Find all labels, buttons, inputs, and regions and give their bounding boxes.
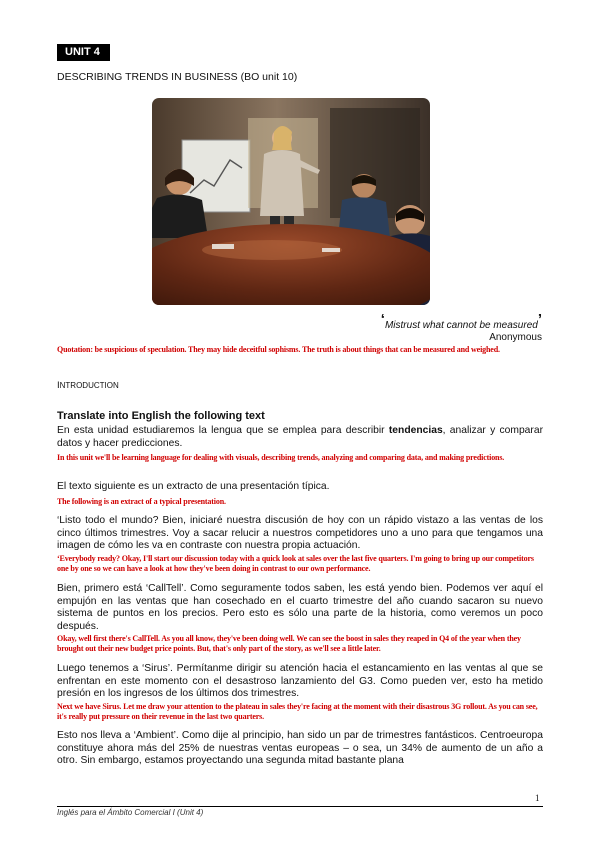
paragraph-en-3: ‘Everybody ready? Okay, I'll start our discussion today with a quick look at sales over the last five quarters. I'm going to bring up our competitors one by one so we can have a look at how they've been doing in contrast to our own performance.: [57, 554, 534, 573]
paragraph-es-2: El texto siguiente es un extracto de una presentación típica.: [57, 481, 330, 492]
document-title: DESCRIBING TRENDS IN BUSINESS (BO unit 10): [57, 71, 298, 83]
meeting-photo: [152, 98, 430, 305]
unit-badge: UNIT 4: [57, 44, 110, 61]
section-heading: Translate into English the following text: [57, 410, 265, 422]
paragraph-es-6: Esto nos lleva a ‘Ambient’. Como dije al principio, han sido un par de trimestres fantásticos. Centroeuropa constituye ahora más del 25% de nuestras ventas europeas – o sea, un 34% de aumento de un año a otro. Sin embargo, estamos proyectando una segunda mitad bastante plana: [57, 730, 543, 766]
page-number: 1: [535, 793, 540, 803]
quote-author: Anonymous: [489, 332, 542, 343]
footer-divider: [57, 806, 543, 807]
paragraph-en-4: Okay, well first there's CallTell. As you all know, they've been doing well. We can see the boost in sales they reaped in Q4 of the year when they brought out their new budget price points. But, that's only part of the story, as we'll see a little later.: [57, 634, 521, 653]
paragraph-es-4: Bien, primero está ‘CallTell’. Como seguramente todos saben, les está yendo bien. Podemos ver aquí el empujón en las ventas que han cosechado en el cuarto trimestre del año cuando sacaron su nuevo sistema de puntos en los precios. Pero esto es sólo una parte de la historia, como veremos un poco después.: [57, 583, 543, 632]
quote-text: Mistrust what cannot be measured: [384, 320, 538, 331]
paragraph-es-5: Luego tenemos a ‘Sirus’. Permítanme dirigir su atención hacia el estancamiento en las ventas al que se enfrentan en este momento con el desastroso lanzamiento del G3. Como pueden ver, esto ha metido presión en los ingresos de los últimos dos trimestres.: [57, 663, 543, 699]
paragraph-en-5: Next we have Sirus. Let me draw your attention to the plateau in sales they're facing at the moment with their disastrous 3G rollout. As you can see, it's really put pressure on their revenue in the last two quarters.: [57, 702, 538, 721]
quote-block: [381, 311, 542, 343]
open-quote-mark: ‘: [380, 311, 385, 328]
section-label: INTRODUCTION: [57, 380, 119, 391]
close-quote-mark: ’: [537, 311, 542, 328]
paragraph-es-1: En esta unidad estudiaremos la lengua que se emplea para describir tendencias, analizar y comparar datos y hacer predicciones.: [57, 425, 543, 449]
paragraph-en-1: In this unit we'll be learning language for dealing with visuals, describing trends, analyzing and comparing data, and making predictions.: [57, 453, 505, 462]
footer-text: Inglés para el Ámbito Comercial I (Unit 4): [57, 808, 204, 817]
quote-note: Quotation: be suspicious of speculation. They may hide deceitful sophisms. The truth is about things that can be measured and weighed.: [57, 345, 500, 354]
paragraph-en-2: The following is an extract of a typical presentation.: [57, 497, 226, 506]
paragraph-es-3: ‘Listo todo el mundo? Bien, iniciaré nuestra discusión de hoy con un rápido vistazo a las ventas de los cinco últimos trimestres. Voy a sacar relucir a nuestros competidores uno a uno para que tengamos una imagen de cómo les va en contraste con nuestra propia actuación.: [57, 515, 543, 551]
